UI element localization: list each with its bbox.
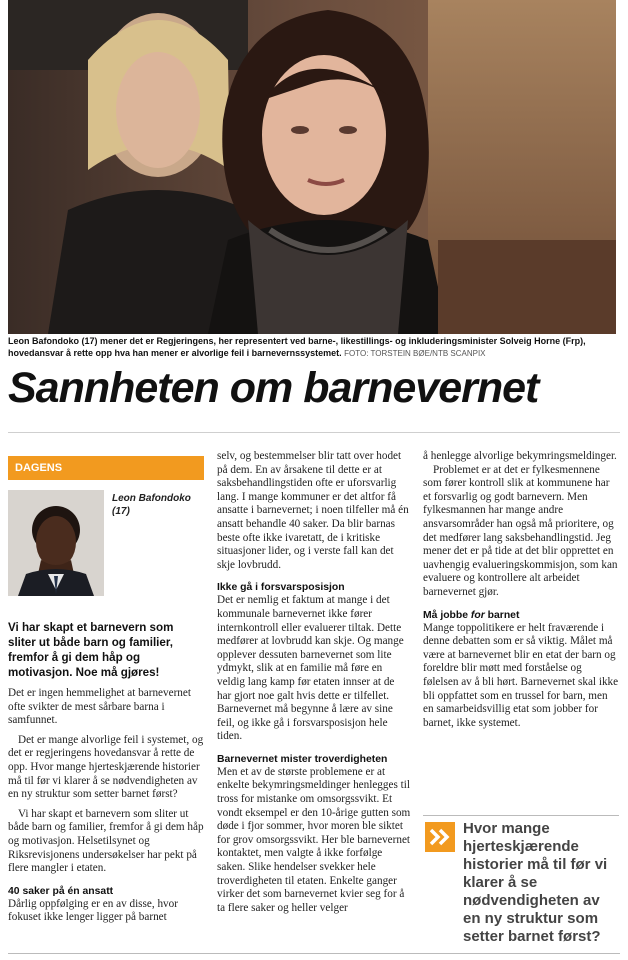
author-age: (17) [112,506,130,517]
article-photo [8,0,616,334]
paragraph: Vi har skapt et barnevern som sliter ut både barn og familier, fremfor å gi dem håp og motivasjon. Helsetilsynet og Riksrevisjonens undersøkelser har pekt på flere mangler i etaten. [8,807,204,875]
author-name [112,492,191,596]
caption-text: Leon Bafondoko (17) mener det er Regjeringens, her representert ved barne-, likestillings- og inkluderingsminister Solveig Horne (Frp), hovedansvar å rette opp hva han mener er alvorlige feil i barnevernssystemet. [8,336,586,358]
paragraph: selv, og bestemmelser blir tatt over hodet på dem. En av årsakene til dette er at saksbehandlingstiden ofte er uforsvarlig lang. I mange kommuner er det altfor få ansatte i barnevernet; i noen tilfeller må én ansatt behandle 40 saker. Da blir barnas beste ofte ikke ivaretatt, de i kritiske situasjoner lider, og i verste fall kan det skje lovbrudd. [217,450,409,571]
paragraph: Men et av de største problemene er at enkelte bekymringsmeldinger henlegges til tross for mistanke om omsorgssvikt. Et vondt eksempel er den 10-årige gutten som døde i fjor sommer, hvor moren ble siktet for grov omsorgssvikt. Her ble barnevernet kontaktet, men valgte å ikke forfølge saken. Slike hendelser svekker hele troverdigheten til etaten. Enkelte ganger virker det som barnevernet kvier seg for å ta flere saker og heller velger [217,765,411,914]
subheading: 40 saker på én ansatt [8,885,114,897]
column-label: DAGENS [8,456,204,480]
subheading-emphasis: for [470,609,485,621]
paragraph: Det er ingen hemmelighet at barnevernet ofte svikter de mest sårbare barna i samfunnet. [8,687,191,727]
lead-paragraph: Vi har skapt et barnevern som sliter ut både barn og familier, fremfor å gi dem håp og motivasjon. Noe må gjøres! [8,621,174,679]
column-1 [8,440,204,925]
subheading-text: barnet [484,609,520,621]
author-name-text: Leon Bafondoko [112,493,191,504]
subheading: Barnevernet mister troverdigheten [217,753,388,765]
pullquote-text: Hvor mange hjerteskjærende historier må til før vi klarer å se nødvendigheten av en ny struktur som setter barnet først? [463,820,608,945]
divider [8,953,620,954]
paragraph: Dårlig oppfølging er en av disse, hvor fokuset ikke lenger ligger på barnet [8,897,178,924]
author-avatar [8,490,104,596]
subheading: Ikke gå i forsvarsposisjon [217,582,345,594]
double-chevron-icon [425,822,455,852]
subheading-text: Må jobbe [423,609,471,621]
paragraph: å henlegge alvorlige bekymringsmeldinger. [423,450,617,462]
headline: Sannheten om barnevernet [8,364,539,412]
author-block [8,490,204,596]
pullquote [425,820,621,946]
subheading [423,609,619,622]
photo-credit: FOTO: TORSTEIN BØE/NTB SCANPIX [344,349,486,358]
paragraph: Det er nemlig et faktum at mange i det kommunale barnevernet ikke fører internkontroll eller evaluerer tiltak. Dette medfører at lovbrudd kan skje. Og mange opplever dessuten barnevernet som lite ydmykt, slik at en familie må føre en veldig lang kamp før etaten innser at de har gjort noe galt hvis dette er tilfellet. Barnevernet må begynne å lære av sine feil, og ikke gå i forsvarsposisjon hele tiden. [217,594,404,743]
column-3 [423,450,619,730]
divider [8,432,620,433]
photo-caption [8,335,618,360]
paragraph: Mange toppolitikere er helt fraværende i denne debatten som er så viktig. Målet må være at barnevernet blir en etat der barn og foreldre blir møtt med forståelse og følelsen av å bli hørt. Barnevernet skal ikke bli oppfattet som en trussel for barn, men en samarbeidsvillig etat som jobber for barnet, ikke systemet. [423,621,619,729]
paragraph: Problemet er at det er fylkesmennene som fører kontroll slik at kommunene har et forsvarlig og godt barnevern. Men fylkesmannen har mange andre ansvarsområder han også må prioritere, og det medfører lang saksbehandlingstid. Jeg mener det er på tide at det blir opprettet en uavhengig evalueringskommisjon, som kan evaluere og kontrollere alt arbeidet barnevernet gjør. [423,463,618,598]
column-2 [217,450,411,915]
paragraph: Det er mange alvorlige feil i systemet, og det er regjeringens hovedansvar å rette de opp. Hvor mange hjerteskjærende historier må til før vi klarer å se nødvendigheten av en ny struktur som setter barnet først? [8,733,204,801]
pullquote-divider [423,815,619,816]
